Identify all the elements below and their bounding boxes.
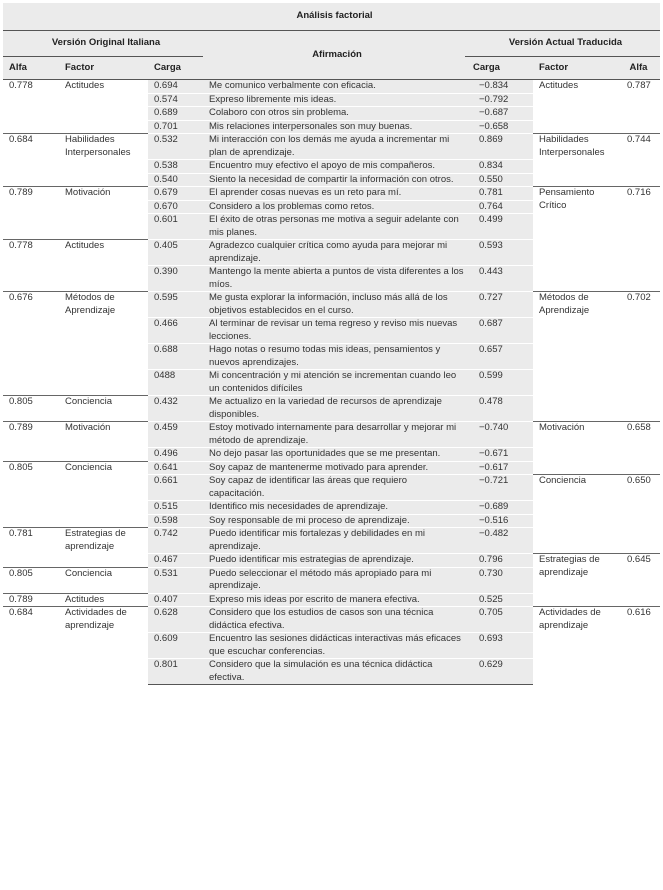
alfa-traducida: 0.650 [617,475,660,554]
carga-original: 0.661 [148,475,203,501]
factor-original: Actitudes [59,80,148,134]
alfa-original: 0.676 [3,292,59,396]
afirmacion-text: Soy responsable de mi proceso de aprendizaje. [203,514,465,528]
carga-original: 0.628 [148,607,203,633]
afirmacion-text: Soy capaz de mantenerme motivado para aprender. [203,461,465,475]
alfa-original: 0.781 [3,528,59,568]
carga-traducida: 0.727 [465,292,533,318]
carga-traducida: −0.834 [465,80,533,94]
carga-traducida: 0.550 [465,173,533,187]
afirmacion-text: Considero a los problemas como retos. [203,200,465,214]
carga-original: 0.609 [148,633,203,659]
column-header-carga-right: Carga [465,57,533,80]
afirmacion-text: Mi concentración y mi atención se incrementan cuando leo un contenidos difíciles [203,370,465,396]
afirmacion-text: Mantengo la mente abierta a puntos de vista diferentes a los míos. [203,266,465,292]
carga-original: 0.432 [148,396,203,422]
carga-traducida: 0.599 [465,370,533,396]
factor-original: Actitudes [59,593,148,607]
carga-original: 0.515 [148,501,203,515]
alfa-original: 0.778 [3,80,59,134]
carga-original: 0.701 [148,120,203,134]
afirmacion-text: Considero que los estudios de casos son una técnica didáctica efectiva. [203,607,465,633]
carga-traducida: 0.443 [465,266,533,292]
carga-traducida: −0.792 [465,93,533,107]
factor-traducida: Actividades de aprendizaje [533,607,617,685]
column-header-factor-left: Factor [59,57,148,80]
carga-traducida: −0.687 [465,107,533,121]
afirmacion-text: Estoy motivado internamente para desarrollar y mejorar mi método de aprendizaje. [203,422,465,448]
factor-original: Conciencia [59,396,148,422]
carga-original: 0.574 [148,93,203,107]
factor-original: Habilidades Interpersonales [59,134,148,187]
carga-original: 0.390 [148,266,203,292]
carga-traducida: 0.629 [465,659,533,685]
afirmacion-text: Al terminar de revisar un tema regreso y reviso mis nuevas lecciones. [203,318,465,344]
factor-traducida: Pensamiento Crítico [533,187,617,292]
carga-traducida: −0.658 [465,120,533,134]
carga-original: 0.538 [148,160,203,174]
table-title: Análisis factorial [3,3,660,31]
factor-original: Conciencia [59,461,148,528]
afirmacion-text: Expreso mis ideas por escrito de manera efectiva. [203,593,465,607]
alfa-traducida: 0.616 [617,607,660,685]
column-header-carga-left: Carga [148,57,203,80]
carga-original: 0.679 [148,187,203,201]
alfa-original: 0.805 [3,396,59,422]
carga-original: 0.595 [148,292,203,318]
alfa-traducida: 0.744 [617,134,660,187]
table-row [3,422,660,448]
factor-traducida: Motivación [533,422,617,475]
alfa-original: 0.684 [3,607,59,685]
factor-traducida: Actitudes [533,80,617,134]
afirmacion-text: Hago notas o resumo todas mis ideas, pensamientos y nuevos aprendizajes. [203,344,465,370]
carga-traducida: 0.781 [465,187,533,201]
carga-traducida: −0.721 [465,475,533,501]
carga-traducida: 0.869 [465,134,533,160]
group-header-original: Versión Original Italiana [3,31,203,57]
afirmacion-text: Me comunico verbalmente con eficacia. [203,80,465,94]
carga-traducida: 0.687 [465,318,533,344]
carga-traducida: 0.525 [465,593,533,607]
alfa-original: 0.789 [3,187,59,240]
carga-traducida: −0.516 [465,514,533,528]
factor-traducida: Conciencia [533,475,617,554]
factor-traducida: Estrategias de aprendizaje [533,554,617,607]
afirmacion-text: Colaboro con otros sin problema. [203,107,465,121]
carga-original: 0.405 [148,240,203,266]
afirmacion-text: Puedo identificar mis fortalezas y debilidades en mi aprendizaje. [203,528,465,554]
carga-traducida: 0.593 [465,240,533,266]
afirmacion-text: Puedo seleccionar el método más apropiado para mi aprendizaje. [203,567,465,593]
afirmacion-text: Mis relaciones interpersonales son muy buenas. [203,120,465,134]
table-row [3,187,660,201]
factor-original: Motivación [59,187,148,240]
afirmacion-text: No dejo pasar las oportunidades que se me presentan. [203,448,465,462]
afirmacion-text: Agradezco cualquier crítica como ayuda para mejorar mi aprendizaje. [203,240,465,266]
factor-analysis-table [3,3,660,685]
factor-original: Métodos de Aprendizaje [59,292,148,396]
alfa-original: 0.789 [3,593,59,607]
table-row [3,607,660,633]
carga-original: 0.670 [148,200,203,214]
afirmacion-text: Encuentro muy efectivo el apoyo de mis compañeros. [203,160,465,174]
afirmacion-text: Siento la necesidad de compartir la información con otros. [203,173,465,187]
column-header-factor-right: Factor [533,57,617,80]
carga-original: 0.801 [148,659,203,685]
afirmacion-text: Expreso libremente mis ideas. [203,93,465,107]
alfa-original: 0.778 [3,240,59,292]
factor-traducida: Habilidades Interpersonales [533,134,617,187]
carga-traducida: 0.834 [465,160,533,174]
afirmacion-text: Puedo identificar mis estrategias de aprendizaje. [203,554,465,568]
factor-original: Conciencia [59,567,148,593]
carga-original: 0.532 [148,134,203,160]
carga-traducida: 0.730 [465,567,533,593]
factor-traducida: Métodos de Aprendizaje [533,292,617,422]
carga-original: 0488 [148,370,203,396]
carga-original: 0.531 [148,567,203,593]
carga-original: 0.689 [148,107,203,121]
carga-traducida: 0.705 [465,607,533,633]
afirmacion-text: Mi interacción con los demás me ayuda a incrementar mi plan de aprendizaje. [203,134,465,160]
afirmacion-text: Me gusta explorar la información, incluso más allá de los objetivos establecidos en el curso. [203,292,465,318]
column-header-alfa-left: Alfa [3,57,59,80]
carga-traducida: −0.689 [465,501,533,515]
carga-original: 0.466 [148,318,203,344]
table-row [3,292,660,318]
carga-original: 0.540 [148,173,203,187]
afirmacion-text: Considero que la simulación es una técnica didáctica efectiva. [203,659,465,685]
carga-original: 0.407 [148,593,203,607]
alfa-original: 0.805 [3,567,59,593]
carga-traducida: 0.796 [465,554,533,568]
afirmacion-text: Soy capaz de identificar las áreas que requiero capacitación. [203,475,465,501]
carga-original: 0.688 [148,344,203,370]
carga-traducida: 0.693 [465,633,533,659]
carga-traducida: −0.617 [465,461,533,475]
carga-traducida: −0.482 [465,528,533,554]
alfa-original: 0.805 [3,461,59,528]
carga-original: 0.496 [148,448,203,462]
carga-traducida: 0.499 [465,214,533,240]
afirmacion-text: Me actualizo en la variedad de recursos de aprendizaje disponibles. [203,396,465,422]
alfa-traducida: 0.658 [617,422,660,475]
carga-original: 0.467 [148,554,203,568]
factor-original: Estrategias de aprendizaje [59,528,148,568]
carga-original: 0.601 [148,214,203,240]
afirmacion-text: El éxito de otras personas me motiva a seguir adelante con mis planes. [203,214,465,240]
table-row [3,80,660,94]
carga-traducida: −0.740 [465,422,533,448]
alfa-traducida: 0.716 [617,187,660,292]
carga-traducida: 0.657 [465,344,533,370]
afirmacion-text: Identifico mis necesidades de aprendizaje. [203,501,465,515]
afirmacion-text: El aprender cosas nuevas es un reto para mí. [203,187,465,201]
alfa-traducida: 0.645 [617,554,660,607]
alfa-traducida: 0.787 [617,80,660,134]
carga-original: 0.641 [148,461,203,475]
factor-original: Actividades de aprendizaje [59,607,148,685]
table-body [3,80,660,685]
alfa-original: 0.789 [3,422,59,462]
carga-original: 0.598 [148,514,203,528]
column-header-afirmacion: Afirmación [203,31,465,80]
alfa-traducida: 0.702 [617,292,660,422]
carga-traducida: −0.671 [465,448,533,462]
carga-original: 0.459 [148,422,203,448]
factor-original: Motivación [59,422,148,462]
column-header-alfa-right: Alfa [617,57,660,80]
carga-traducida: 0.764 [465,200,533,214]
carga-traducida: 0.478 [465,396,533,422]
carga-original: 0.694 [148,80,203,94]
table-row [3,134,660,160]
carga-original: 0.742 [148,528,203,554]
afirmacion-text: Encuentro las sesiones didácticas interactivas más eficaces que escuchar conferencias. [203,633,465,659]
factor-original: Actitudes [59,240,148,292]
group-header-translated: Versión Actual Traducida [465,31,660,57]
alfa-original: 0.684 [3,134,59,187]
